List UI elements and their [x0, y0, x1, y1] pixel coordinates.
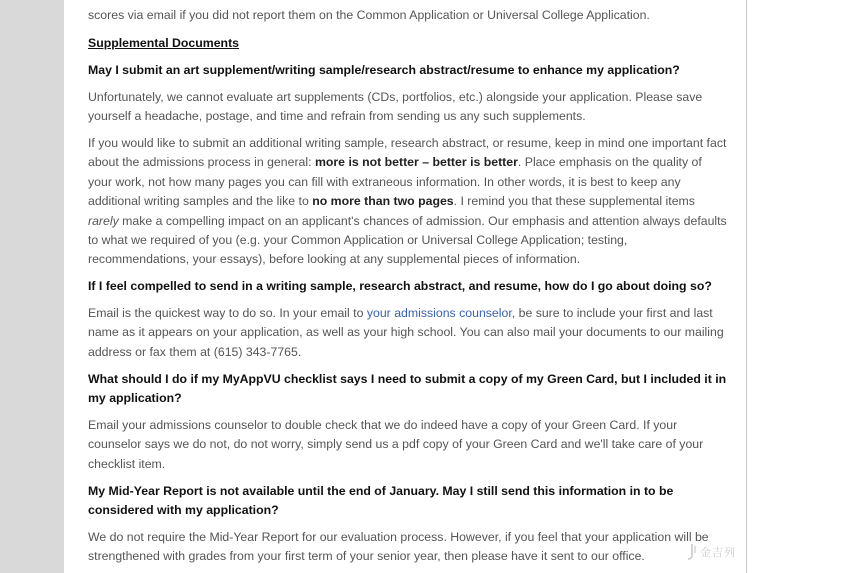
right-gutter	[747, 0, 841, 573]
left-gutter	[0, 0, 64, 573]
admissions-counselor-link[interactable]: your admissions counselor	[366, 306, 512, 320]
faq-content	[88, 0, 738, 573]
faq-question: If I feel compelled to send in a writing sample, research abstract, and resume, how do I go about doing so?	[88, 279, 712, 293]
jinjilie-logo-icon	[686, 543, 698, 561]
faq-answer: We do not require the Mid-Year Report for our evaluation process. However, if you feel that your application will be strengthened with grades from your first term of your senior year, then please have it sent to our office.	[88, 530, 709, 564]
faq-answer: Unfortunately, we cannot evaluate art supplements (CDs, portfolios, etc.) alongside your application. Please save yourself a headache, postage, and time and refrain from sending us any such supplements.	[88, 90, 703, 124]
faq-answer: Email is the quickest way to do so. In your email to your admissions counselor, be sure to include your first and last name as it appears on your application, as well as your high school. You can also mail your documents to our mailing address or fax them at (615) 343-7765.	[88, 306, 724, 359]
faq-question: My Mid-Year Report is not available until the end of January. May I still send this information in to be considered with my application?	[88, 484, 674, 518]
italic-text: rarely	[88, 213, 119, 228]
emphasis-text: more is not better – better is better	[314, 155, 518, 170]
faq-question: May I submit an art supplement/writing sample/research abstract/resume to enhance my application?	[88, 63, 680, 77]
faq-question: What should I do if my MyAppVU checklist says I need to submit a copy of my Green Card, but I included it in my application?	[88, 372, 727, 406]
faq-answer: If you would like to submit an additional writing sample, research abstract, or resume, keep in mind one important fact about the admissions process in general: more is not better – better is better. Place emphasis on the quality of your work, not how many pages you can fill with extraneous information. In other words, it is best to keep any additional writing samples and the like to no more than two pages. I remind you that these supplemental items rarely make a compelling impact on an applicant's chances of admission. Our emphasis and attention always defaults to what we required of you (e.g. your Common Application or Universal College Application; testing, recommendations, your essays), before looking at any supplemental pieces of information.	[88, 136, 727, 267]
emphasis-text: no more than two pages	[312, 194, 454, 209]
watermark	[686, 543, 746, 563]
watermark-text: 金吉列	[700, 546, 736, 559]
section-title: Supplemental Documents	[88, 36, 240, 50]
faq-answer: Email your admissions counselor to double check that we do indeed have a copy of your Green Card. If your counselor says we do not, do not worry, simply send us a pdf copy of your Green Card and we'll take care of your checklist item.	[88, 418, 704, 471]
partial-answer-text: scores via email if you did not report them on the Common Application or Universal College Application.	[88, 8, 650, 22]
